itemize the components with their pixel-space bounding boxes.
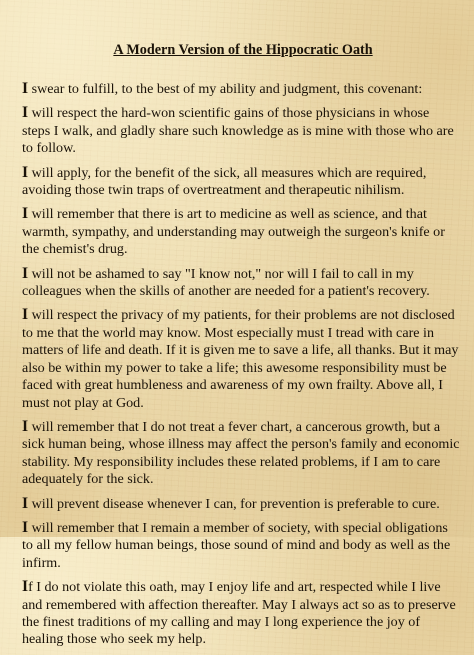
lead-letter: I	[22, 205, 29, 223]
paragraph-text: will remember that I remain a member of society, with special obligations to all my fellow human beings, those sound of mind and body as well as the infirm.	[22, 519, 451, 571]
oath-paragraph-9	[22, 519, 460, 572]
paragraph-text: will remember that I do not treat a fever chart, a cancerous growth, but a sick human being, whose illness may affect the person's family and economic stability. My responsibility includes these related problems, if I am to care adequately for the sick.	[22, 418, 460, 488]
lead-letter: I	[22, 163, 29, 181]
oath-paragraph-6	[22, 306, 460, 411]
paragraph-text: swear to fulfill, to the best of my ability and judgment, this covenant:	[28, 81, 423, 97]
oath-paragraph-8	[22, 495, 460, 513]
paragraph-text: will respect the hard-won scientific gains of those physicians in whose steps I walk, and gladly share such knowledge as is mine with those who are to follow.	[22, 105, 454, 157]
lead-letter: I	[22, 494, 29, 512]
lead-letter: I	[22, 306, 29, 324]
oath-paragraph-3	[22, 164, 460, 200]
lead-letter: I	[22, 104, 29, 122]
oath-paragraph-1	[22, 80, 460, 98]
lead-letter: I	[22, 417, 29, 435]
oath-paragraph-10	[22, 578, 460, 649]
paragraph-text: will respect the privacy of my patients, for their problems are not disclosed to me that the world may know. Most especially must I tread with care in matters of life and death. If it is given me to save a life, all thanks. But it may also be within my power to take a life; this awesome responsibility must be faced with great humbleness and awareness of my own frailty. Above all, I must not play at God.	[22, 307, 459, 411]
paragraph-text: f I do not violate this oath, may I enjoy life and art, respected while I live and remembered with affection thereafter. May I always act so as to preserve the finest traditions of my calling and may I long experience the joy of healing those who seek my help.	[22, 579, 456, 648]
paragraph-text: will remember that there is art to medicine as well as science, and that warmth, sympathy, and understanding may outweigh the surgeon's knife or the chemist's drug.	[22, 206, 445, 258]
document-title: A Modern Version of the Hippocratic Oath	[113, 42, 373, 58]
paragraph-text: will apply, for the benefit of the sick, all measures which are required, avoiding those twin traps of overtreatment and therapeutic nihilism.	[22, 164, 427, 199]
oath-paragraph-2	[22, 104, 460, 157]
oath-paragraph-5	[22, 265, 460, 301]
lead-letter: I	[22, 80, 29, 97]
oath-paragraph-4	[22, 205, 460, 258]
paragraph-text: will not be ashamed to say "I know not," nor will I fail to call in my colleagues when the skills of another are needed for a patient's recovery.	[22, 265, 430, 300]
paragraph-text: will prevent disease whenever I can, for prevention is preferable to cure.	[28, 495, 440, 512]
lead-letter: I	[22, 578, 29, 596]
lead-letter: I	[22, 518, 29, 536]
lead-letter: I	[22, 264, 29, 282]
oath-paragraph-7	[22, 418, 460, 489]
document-page	[22, 42, 460, 655]
